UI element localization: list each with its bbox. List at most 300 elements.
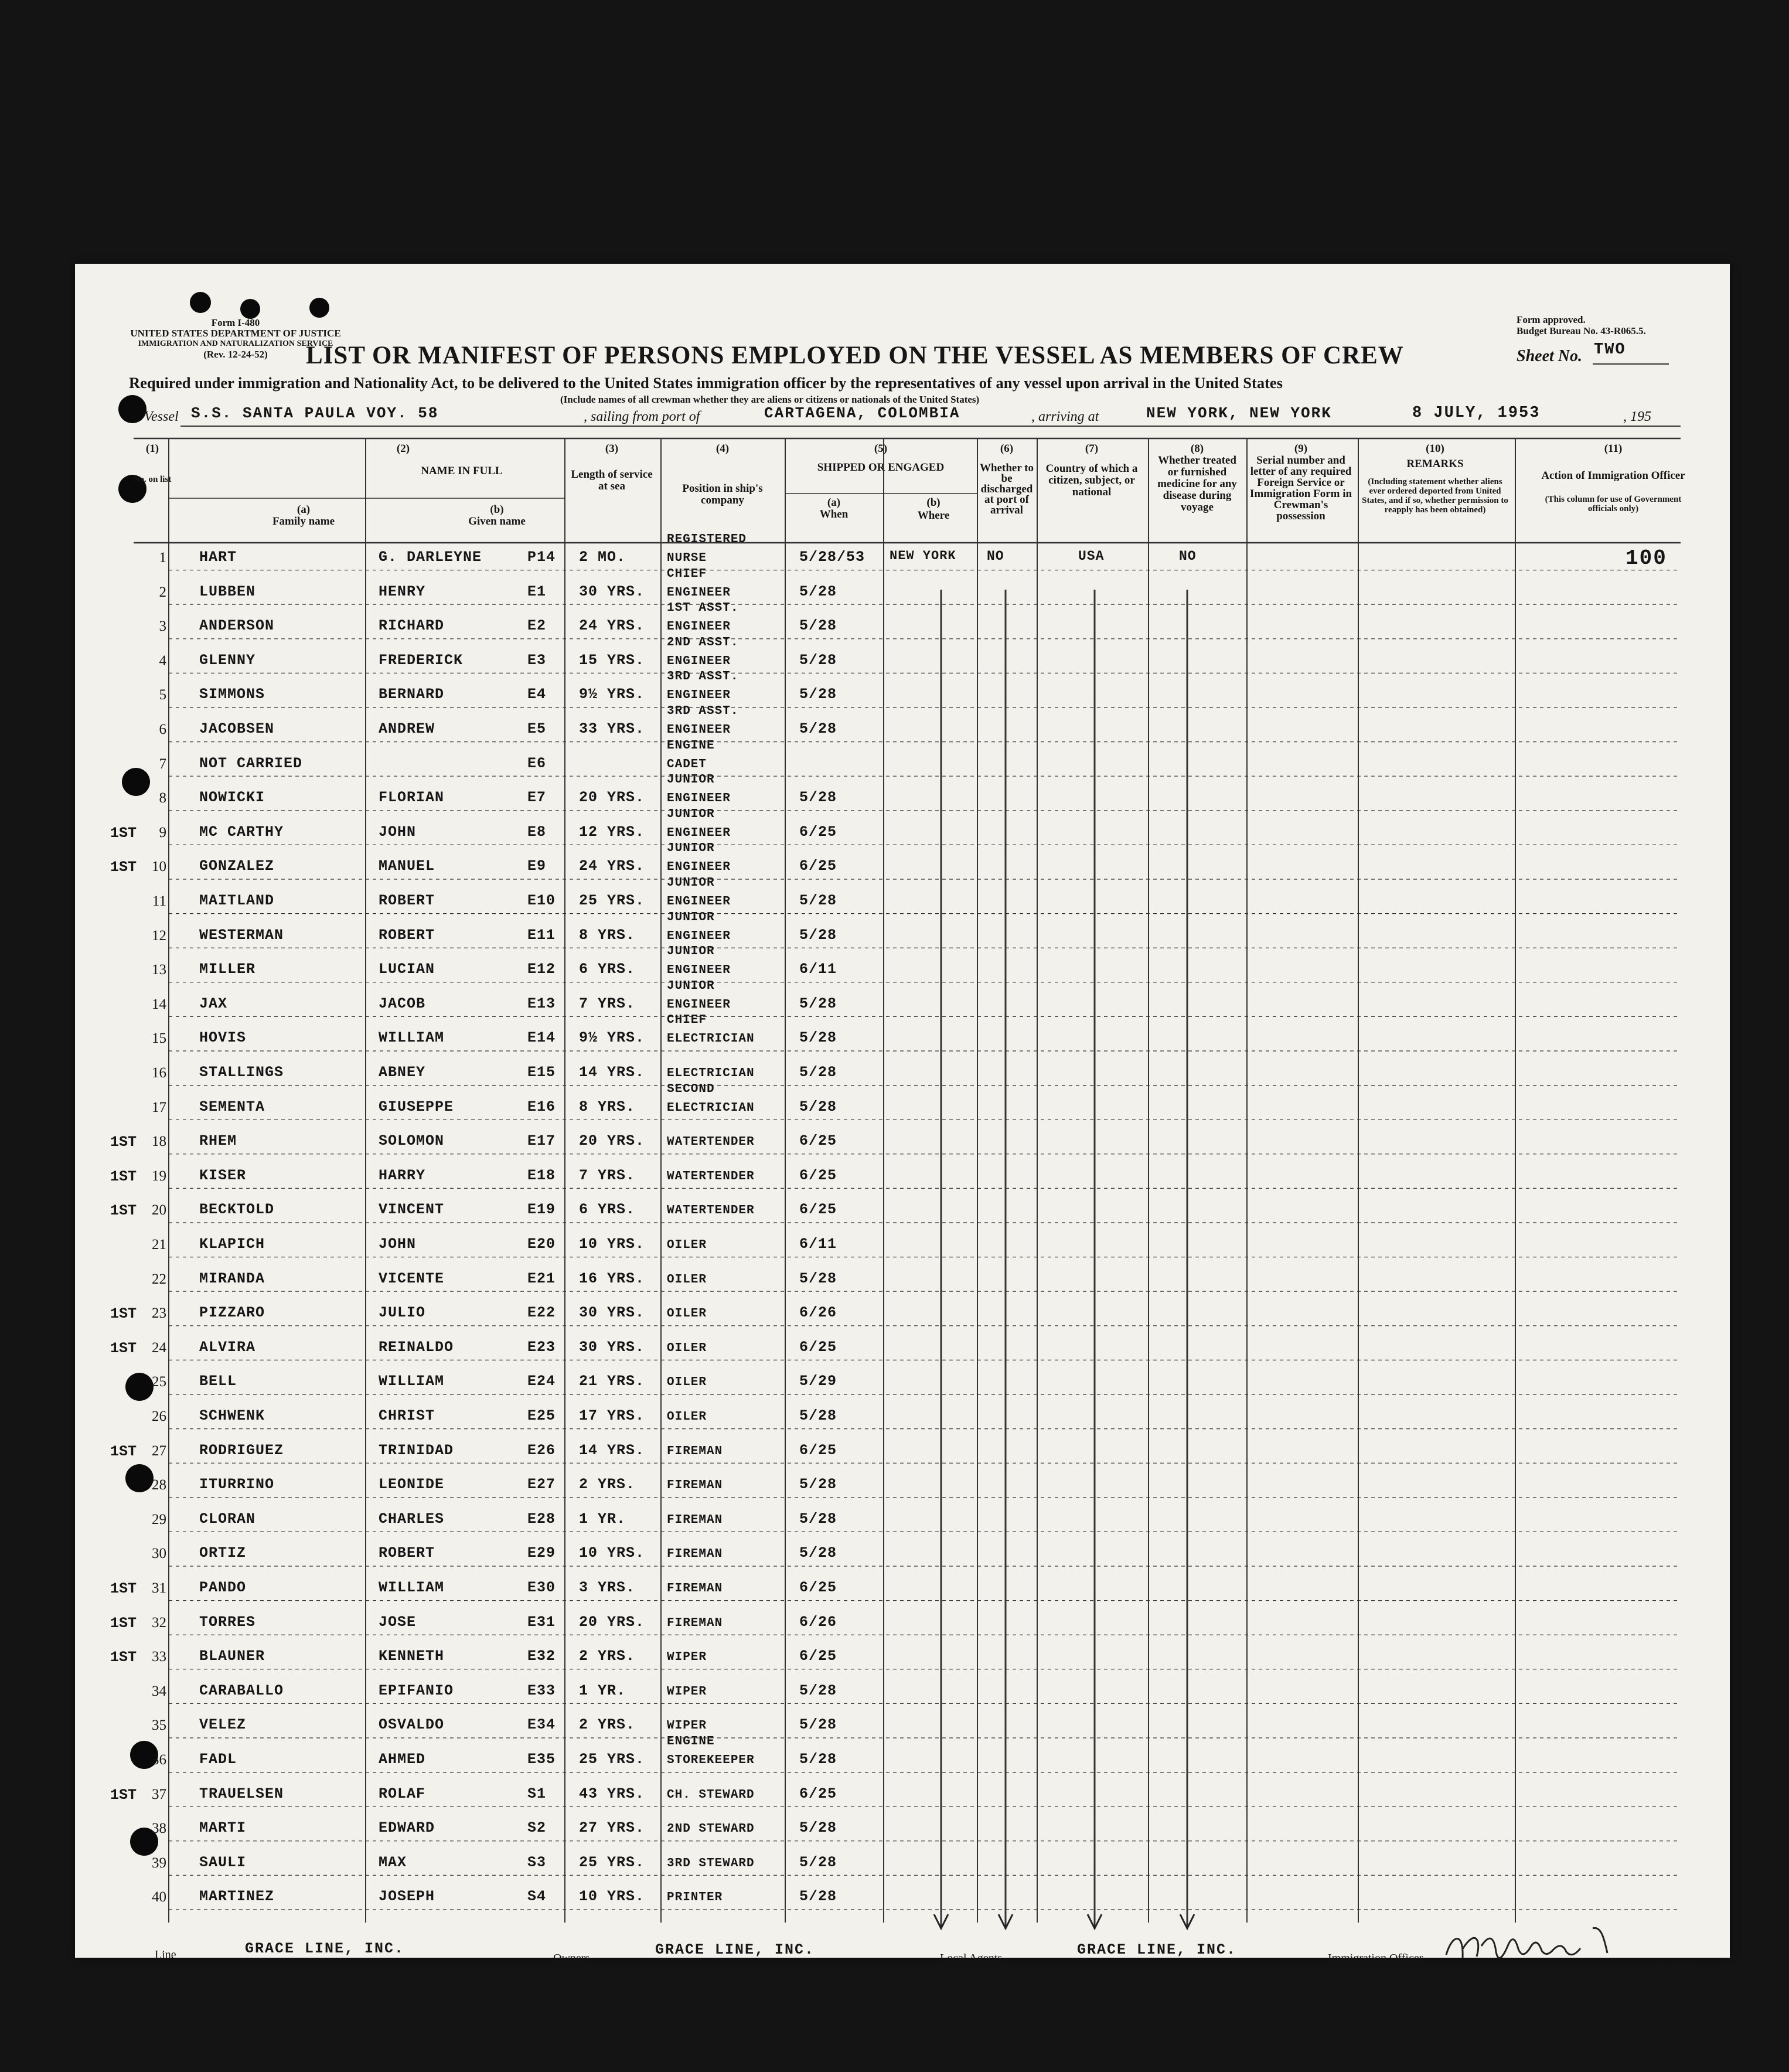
- shipped-when: 5/28: [799, 583, 837, 600]
- family-name: RODRIGUEZ: [199, 1441, 284, 1459]
- given-name: VINCENT: [379, 1201, 445, 1219]
- family-name: SIMMONS: [199, 686, 265, 703]
- given-name: JOHN: [379, 823, 417, 841]
- table-grid: [75, 264, 1730, 1958]
- given-name: ROBERT: [379, 926, 435, 944]
- crew-code: E27: [527, 1476, 556, 1493]
- col-position: Position in ship's company: [682, 482, 763, 506]
- position-line-2: WIPER: [667, 1685, 707, 1699]
- shipped-when: 5/28: [799, 686, 837, 703]
- position-line-2: ENGINEER: [667, 964, 731, 978]
- row-number: 24: [152, 1339, 166, 1356]
- manifest-sheet: [75, 264, 1730, 1971]
- crew-code: S2: [527, 1819, 547, 1837]
- position-line-2: ELECTRICIAN: [667, 1067, 755, 1080]
- given-name: CHRIST: [379, 1407, 435, 1424]
- given-name: GIUSEPPE: [379, 1098, 454, 1115]
- row-number: 22: [152, 1271, 166, 1287]
- given-name: BERNARD: [379, 686, 445, 703]
- officer-label: Immigration Officer: [1328, 1952, 1423, 1965]
- sailing-from: CARTAGENA, COLOMBIA: [764, 404, 960, 422]
- shipped-when: 5/28: [799, 1716, 837, 1734]
- position-line-2: WATERTENDER: [667, 1169, 755, 1183]
- family-name: LUBBEN: [199, 583, 256, 600]
- row-number: 31: [152, 1580, 166, 1596]
- length-of-service: 25 YRS.: [579, 1853, 645, 1871]
- col-remarks-note: (Including statement whether aliens ever ordered deported from United States, and if so, whether permission to reapply has been obtained): [1362, 477, 1508, 515]
- given-name: JACOB: [379, 995, 426, 1012]
- given-name: VICENTE: [379, 1270, 445, 1287]
- position-line-1: JUNIOR: [667, 876, 715, 890]
- col-where: Where: [917, 509, 950, 522]
- crew-code: E26: [527, 1441, 556, 1459]
- crew-code: E16: [527, 1098, 556, 1115]
- row-number: 20: [152, 1202, 166, 1219]
- length-of-service: 10 YRS.: [579, 1544, 645, 1562]
- col-3-number: (3): [605, 443, 619, 455]
- length-of-service: 8 YRS.: [579, 1098, 636, 1115]
- length-of-service: 12 YRS.: [579, 823, 645, 841]
- shipped-when: 5/28/53: [799, 549, 865, 566]
- first-trip-mark: 1ST: [110, 1134, 137, 1151]
- row-number: 27: [152, 1442, 166, 1459]
- position-line-1: REGISTERED: [667, 533, 747, 546]
- family-name: ORTIZ: [199, 1544, 247, 1562]
- row-number: 35: [152, 1717, 166, 1734]
- position-line-2: WATERTENDER: [667, 1135, 755, 1149]
- family-name: HART: [199, 549, 237, 566]
- col-remarks: REMARKS: [1406, 458, 1464, 470]
- shipped-when: 6/25: [799, 1648, 837, 1665]
- length-of-service: 7 YRS.: [579, 995, 636, 1012]
- family-name: MAITLAND: [199, 892, 275, 909]
- owners-label: Owners: [553, 1952, 590, 1965]
- length-of-service: 14 YRS.: [579, 1064, 645, 1081]
- position-line-2: FIREMAN: [667, 1582, 723, 1595]
- row-number: 15: [152, 1030, 166, 1047]
- form-number: Form I-480: [211, 317, 260, 328]
- col-6-number: (6): [1000, 443, 1014, 455]
- crew-code: S4: [527, 1888, 547, 1906]
- position-line-2: OILER: [667, 1376, 707, 1390]
- family-name: FADL: [199, 1751, 237, 1768]
- shipped-when: 6/25: [799, 858, 837, 875]
- position-line-1: 1ST ASST.: [667, 601, 739, 615]
- position-line-1: JUNIOR: [667, 773, 715, 787]
- first-trip-mark: 1ST: [110, 1580, 137, 1597]
- crew-code: E4: [527, 686, 547, 703]
- first-trip-mark: 1ST: [110, 1649, 137, 1666]
- family-name: CLORAN: [199, 1510, 256, 1527]
- given-name: ABNEY: [379, 1064, 426, 1081]
- family-name: ITURRINO: [199, 1476, 275, 1493]
- crew-code: S3: [527, 1853, 547, 1871]
- row-number: 12: [152, 927, 166, 944]
- position-line-2: STOREKEEPER: [667, 1754, 755, 1767]
- family-name: TRAUELSEN: [199, 1785, 284, 1802]
- tally-count: 100: [1626, 546, 1667, 570]
- length-of-service: 9½ YRS.: [579, 686, 645, 703]
- crew-code: E29: [527, 1544, 556, 1562]
- given-name: EPIFANIO: [379, 1682, 454, 1699]
- given-name: RICHARD: [379, 617, 445, 635]
- row-number: 37: [152, 1786, 166, 1802]
- row-number: 34: [152, 1683, 166, 1699]
- department: UNITED STATES DEPARTMENT OF JUSTICE: [130, 328, 341, 339]
- given-name: TRINIDAD: [379, 1441, 454, 1459]
- length-of-service: 25 YRS.: [579, 1751, 645, 1768]
- col-when-a: (a): [827, 496, 841, 509]
- given-name: MAX: [379, 1853, 407, 1871]
- position-line-2: FIREMAN: [667, 1444, 723, 1458]
- family-name: SEMENTA: [199, 1098, 265, 1115]
- row-number: 17: [152, 1099, 166, 1115]
- length-of-service: 14 YRS.: [579, 1441, 645, 1459]
- col-when: When: [819, 508, 849, 520]
- position-line-1: 2ND ASST.: [667, 635, 739, 649]
- shipped-when: 5/28: [799, 1098, 837, 1115]
- given-name: LEONIDE: [379, 1476, 445, 1493]
- position-line-2: ENGINEER: [667, 723, 731, 737]
- sheet-label: Sheet No.: [1517, 347, 1582, 365]
- col-10-number: (10): [1426, 443, 1444, 455]
- row-number: 38: [152, 1821, 166, 1837]
- length-of-service: 17 YRS.: [579, 1407, 645, 1424]
- given-name: HENRY: [379, 583, 426, 600]
- service: IMMIGRATION AND NATURALIZATION SERVICE: [138, 339, 333, 348]
- position-line-2: ENGINEER: [667, 860, 731, 875]
- include-note: (Include names of all crewman whether they are aliens or citizens or nationals of the United States): [560, 394, 980, 405]
- shipped-when: 5/28: [799, 1270, 837, 1287]
- crew-code: E14: [527, 1029, 556, 1047]
- position-line-1: ENGINE: [667, 1735, 715, 1748]
- col-family-name: Family name: [272, 515, 335, 528]
- length-of-service: 25 YRS.: [579, 892, 645, 909]
- crew-code: E10: [527, 892, 556, 909]
- position-line-2: ENGINEER: [667, 689, 731, 703]
- crew-code: E8: [527, 823, 547, 841]
- crew-code: E20: [527, 1236, 556, 1253]
- length-of-service: 33 YRS.: [579, 720, 645, 737]
- position-line-2: ENGINEER: [667, 654, 731, 668]
- crew-code: E6: [527, 754, 547, 772]
- length-of-service: 2 YRS.: [579, 1716, 636, 1734]
- position-line-1: JUNIOR: [667, 910, 715, 924]
- shipped-when: 5/28: [799, 1888, 837, 1906]
- shipped-when: 6/25: [799, 1785, 837, 1802]
- row-number: 28: [152, 1477, 166, 1493]
- country-value: USA: [1078, 549, 1105, 564]
- length-of-service: 30 YRS.: [579, 583, 645, 600]
- length-of-service: 15 YRS.: [579, 651, 645, 669]
- crew-code: E2: [527, 617, 547, 635]
- position-line-2: CADET: [667, 757, 707, 771]
- crew-code: E23: [527, 1338, 556, 1356]
- row-number: 3: [159, 618, 166, 635]
- row-number: 2: [159, 584, 166, 600]
- row-number: 33: [152, 1649, 166, 1665]
- shipped-when: 5/28: [799, 1510, 837, 1527]
- position-line-2: WIPER: [667, 1719, 707, 1733]
- first-trip-mark: 1ST: [110, 1442, 137, 1460]
- position-line-2: FIREMAN: [667, 1616, 723, 1630]
- position-line-2: NURSE: [667, 552, 707, 565]
- col-2-number: (2): [396, 443, 410, 455]
- col-1-number: (1): [145, 443, 159, 455]
- row-number: 16: [152, 1065, 166, 1081]
- given-name: MANUEL: [379, 858, 435, 875]
- row-number: 7: [159, 756, 166, 772]
- shipped-when: 6/26: [799, 1304, 837, 1322]
- position-line-2: FIREMAN: [667, 1547, 723, 1561]
- position-line-2: 3RD STEWARD: [667, 1856, 755, 1870]
- crew-code: E21: [527, 1270, 556, 1287]
- col-4-number: (4): [715, 443, 730, 455]
- length-of-service: 2 YRS.: [579, 1648, 636, 1665]
- length-of-service: 8 YRS.: [579, 926, 636, 944]
- crew-code: E25: [527, 1407, 556, 1424]
- crew-code: E15: [527, 1064, 556, 1081]
- family-name: JAX: [199, 995, 228, 1012]
- first-trip-mark: 1ST: [110, 1614, 137, 1632]
- given-name: WILLIAM: [379, 1373, 445, 1390]
- row-number: 26: [152, 1408, 166, 1424]
- position-line-1: CHIEF: [667, 1013, 707, 1028]
- shipped-when: 5/28: [799, 1682, 837, 1699]
- position-line-1: CHIEF: [667, 567, 707, 581]
- length-of-service: 20 YRS.: [579, 789, 645, 807]
- sailing-label: , sailing from port of: [584, 409, 700, 424]
- shipped-when: 5/28: [799, 720, 837, 737]
- crew-code: E28: [527, 1510, 556, 1527]
- first-trip-mark: 1ST: [110, 859, 137, 876]
- family-name: MC CARTHY: [199, 823, 284, 841]
- given-name: FLORIAN: [379, 789, 445, 807]
- shipped-when: 6/25: [799, 1132, 837, 1150]
- row-number: 21: [152, 1237, 166, 1253]
- arrival-date: 8 JULY, 1953: [1412, 404, 1541, 422]
- given-name: ANDREW: [379, 720, 435, 737]
- col-length: Length of service at sea: [571, 468, 653, 492]
- position-line-2: ENGINEER: [667, 826, 731, 840]
- length-of-service: 20 YRS.: [579, 1613, 645, 1631]
- shipped-when: 5/28: [799, 1819, 837, 1837]
- position-line-2: OILER: [667, 1410, 707, 1424]
- family-name: GONZALEZ: [199, 858, 275, 875]
- position-line-2: OILER: [667, 1273, 707, 1287]
- line-label: Line: [155, 1948, 176, 1961]
- first-trip-mark: 1ST: [110, 1305, 137, 1323]
- row-number: 39: [152, 1855, 166, 1871]
- family-name: PANDO: [199, 1579, 247, 1596]
- col-given-b: (b): [490, 503, 504, 516]
- given-name: G. DARLEYNE: [379, 549, 482, 566]
- length-of-service: 24 YRS.: [579, 617, 645, 635]
- shipped-when: 5/28: [799, 1853, 837, 1871]
- given-name: LUCIAN: [379, 961, 435, 978]
- position-line-1: JUNIOR: [667, 945, 715, 959]
- crew-code: E9: [527, 858, 547, 875]
- agents-label: Local Agents: [940, 1952, 1003, 1965]
- family-name: GLENNY: [199, 651, 256, 669]
- col-family-a: (a): [297, 503, 311, 516]
- length-of-service: 7 YRS.: [579, 1166, 636, 1184]
- family-name: KLAPICH: [199, 1236, 265, 1253]
- family-name: BLAUNER: [199, 1648, 265, 1665]
- family-name: RHEM: [199, 1132, 237, 1150]
- position-line-1: JUNIOR: [667, 807, 715, 821]
- length-of-service: 1 YR.: [579, 1682, 626, 1699]
- position-line-2: OILER: [667, 1239, 707, 1252]
- given-name: CHARLES: [379, 1510, 445, 1527]
- first-trip-mark: 1ST: [110, 1202, 137, 1220]
- crew-code: E32: [527, 1648, 556, 1665]
- crew-code: E31: [527, 1613, 556, 1631]
- row-number: 11: [152, 893, 166, 909]
- position-line-1: ENGINE: [667, 739, 715, 753]
- length-of-service: 27 YRS.: [579, 1819, 645, 1837]
- treated-value: NO: [1179, 549, 1197, 564]
- family-name: ANDERSON: [199, 617, 275, 635]
- col-9-number: (9): [1294, 443, 1308, 455]
- family-name: SCHWENK: [199, 1407, 265, 1424]
- col-7-number: (7): [1085, 443, 1099, 455]
- position-line-2: ENGINEER: [667, 792, 731, 806]
- col-5-number: (5): [874, 443, 888, 455]
- shipped-when: 6/25: [799, 1579, 837, 1596]
- shipped-when: 6/26: [799, 1613, 837, 1631]
- given-name: WILLIAM: [379, 1029, 445, 1047]
- shipped-when: 5/28: [799, 651, 837, 669]
- length-of-service: 10 YRS.: [579, 1888, 645, 1906]
- position-line-2: CH. STEWARD: [667, 1788, 755, 1802]
- crew-code: S1: [527, 1785, 547, 1802]
- row-number: 14: [152, 996, 166, 1012]
- family-name: TORRES: [199, 1613, 256, 1631]
- col-country: Country of which a citizen, subject, or national: [1045, 462, 1138, 498]
- shipped-when: 5/28: [799, 617, 837, 635]
- family-name: NOWICKI: [199, 789, 265, 807]
- family-name: CARABALLO: [199, 1682, 284, 1699]
- given-name: FREDERICK: [379, 651, 464, 669]
- position-line-2: FIREMAN: [667, 1513, 723, 1527]
- crew-code: E5: [527, 720, 547, 737]
- given-name: OSVALDO: [379, 1716, 445, 1734]
- shipped-when: 6/11: [799, 1236, 837, 1253]
- row-number: 6: [159, 722, 166, 737]
- col-name-in-full: NAME IN FULL: [421, 465, 503, 477]
- position-line-2: ELECTRICIAN: [667, 1032, 755, 1046]
- position-line-2: WIPER: [667, 1651, 707, 1665]
- length-of-service: 2 MO.: [579, 549, 626, 566]
- shipped-when: 6/25: [799, 1441, 837, 1459]
- crew-code: E35: [527, 1751, 556, 1768]
- col-action: Action of Immigration Officer: [1541, 469, 1685, 482]
- shipped-when: 5/28: [799, 1029, 837, 1047]
- given-name: JOHN: [379, 1236, 417, 1253]
- required-statement: Required under immigration and Nationality Act, to be delivered to the United States immigration officer by the representatives of any vessel upon arrival in the United States: [129, 374, 1283, 392]
- position-line-1: JUNIOR: [667, 979, 715, 993]
- crew-code: E34: [527, 1716, 556, 1734]
- length-of-service: 1 YR.: [579, 1510, 626, 1527]
- first-trip-mark: 1ST: [110, 824, 137, 842]
- family-name: NOT CARRIED: [199, 754, 303, 772]
- shipped-when: 5/28: [799, 1544, 837, 1562]
- given-name: HARRY: [379, 1166, 426, 1184]
- crew-code: E13: [527, 995, 556, 1012]
- position-line-2: FIREMAN: [667, 1479, 723, 1493]
- family-name: VELEZ: [199, 1716, 247, 1734]
- shipped-when: 6/25: [799, 1166, 837, 1184]
- arriving-label: , arriving at: [1031, 409, 1099, 424]
- col-shipped-engaged: SHIPPED OR ENGAGED: [817, 461, 945, 474]
- shipped-when: 6/11: [799, 961, 837, 978]
- row-number: 19: [152, 1168, 166, 1184]
- position-line-2: ELECTRICIAN: [667, 1101, 755, 1115]
- row-number: 4: [159, 652, 166, 669]
- family-name: JACOBSEN: [199, 720, 275, 737]
- crew-code: E17: [527, 1132, 556, 1150]
- shipped-when: 6/25: [799, 1338, 837, 1356]
- position-line-1: 3RD ASST.: [667, 670, 739, 684]
- length-of-service: 6 YRS.: [579, 1201, 636, 1219]
- length-of-service: 43 YRS.: [579, 1785, 645, 1802]
- vessel-name: S.S. SANTA PAULA VOY. 58: [191, 404, 439, 422]
- row-number: 9: [159, 824, 166, 841]
- given-name: AHMED: [379, 1751, 426, 1768]
- col-treated: Whether treated or furnished medicine for any disease during voyage: [1157, 454, 1237, 513]
- family-name: SAULI: [199, 1853, 247, 1871]
- position-line-1: SECOND: [667, 1082, 715, 1096]
- col-discharged: Whether to be discharged at port of arrival: [980, 462, 1034, 516]
- family-name: WESTERMAN: [199, 926, 284, 944]
- shipped-when: 5/28: [799, 1476, 837, 1493]
- given-name: JOSEPH: [379, 1888, 435, 1906]
- first-trip-mark: 1ST: [110, 1339, 137, 1357]
- position-line-2: ENGINEER: [667, 998, 731, 1012]
- position-line-1: JUNIOR: [667, 842, 715, 856]
- row-number: 32: [152, 1614, 166, 1631]
- shipped-when: 5/28: [799, 892, 837, 909]
- crew-code: E24: [527, 1373, 556, 1390]
- position-line-1: 3RD ASST.: [667, 705, 739, 718]
- given-name: JOSE: [379, 1613, 417, 1631]
- family-name: MILLER: [199, 961, 256, 978]
- row-number: 40: [152, 1889, 166, 1906]
- given-name: JULIO: [379, 1304, 426, 1322]
- shipped-when: 5/28: [799, 789, 837, 807]
- family-name: MIRANDA: [199, 1270, 265, 1287]
- shipped-when: 6/25: [799, 823, 837, 841]
- crew-code: E7: [527, 789, 547, 807]
- shipped-when: 6/25: [799, 1201, 837, 1219]
- position-line-2: 2ND STEWARD: [667, 1822, 755, 1836]
- length-of-service: 2 YRS.: [579, 1476, 636, 1493]
- shipped-when: 5/28: [799, 1751, 837, 1768]
- row-number: 10: [152, 859, 166, 875]
- length-of-service: 21 YRS.: [579, 1373, 645, 1390]
- officer-signature: [1440, 1923, 1634, 1969]
- shipped-when: 5/28: [799, 1064, 837, 1081]
- shipped-when: 5/28: [799, 926, 837, 944]
- discharged-value: NO: [987, 549, 1004, 564]
- year-suffix: , 195: [1623, 409, 1651, 424]
- budget-bureau: Budget Bureau No. 43-R065.5.: [1517, 325, 1646, 336]
- line-value: GRACE LINE, INC.: [245, 1940, 405, 1957]
- row-number: 8: [159, 790, 166, 807]
- family-name: KISER: [199, 1166, 247, 1184]
- form-approved: Form approved.: [1517, 314, 1586, 325]
